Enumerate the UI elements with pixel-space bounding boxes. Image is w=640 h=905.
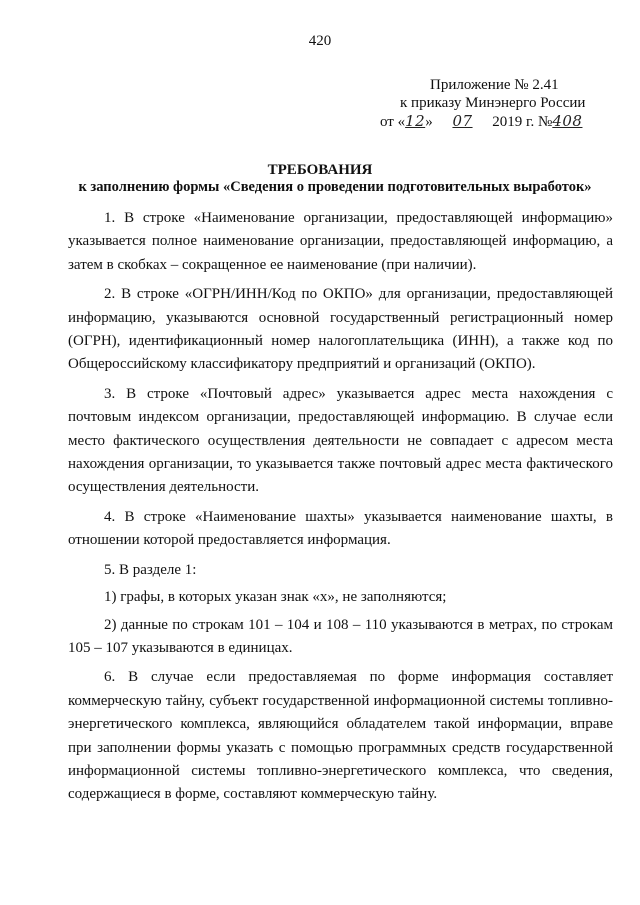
paragraph-4: 4. В строке «Наименование шахты» указывается наименование шахты, в отношении которой предоставляется информация. — [68, 508, 613, 549]
document-subtitle: к заполнению формы «Сведения о проведении подготовительных выработок» — [78, 179, 592, 195]
annex-block — [380, 76, 620, 131]
annex-date-prefix: от « — [380, 114, 406, 130]
annex-order-date — [380, 112, 620, 131]
annex-date-year: 2019 г. № — [488, 114, 553, 130]
paragraph-6: 6. В случае если предоставляемая по форме информация составляет коммерческую тайну, субъект государственной информационной системы топливно-энергетического комплекса, являющийся обладателем такой информации, вправе при заполнении формы указать с помощью программных средств государственной информационной системы топливно-энергетического комплекса, что сведения, содержащиеся в форме, составляют коммерческую тайну. — [68, 669, 613, 803]
paragraph-5: 5. В разделе 1: — [104, 561, 197, 578]
paragraph-5-item-2: 2) данные по строкам 101 – 104 и 108 – 110 указываются в метрах, по строкам 105 – 107 указываются в единицах. — [68, 616, 613, 656]
annex-title: Приложение № 2.41 — [430, 77, 559, 93]
annex-order-ref: к приказу Минэнерго России — [400, 95, 586, 111]
requirements-body — [68, 207, 613, 813]
annex-order-number: 408 — [552, 112, 583, 130]
paragraph-2: 2. В строке «ОГРН/ИНН/Код по ОКПО» для организации, предоставляющей информацию, указываются основной государственный регистрационный номер (ОГРН), идентификационный номер налогоплательщика (ИНН), а также код по Общероссийскому классификатору предприятий и организаций (ОКПО). — [68, 286, 613, 373]
paragraph-3: 3. В строке «Почтовый адрес» указывается адрес места нахождения с почтовым индексом организации, предоставляющей информацию. В случае если место фактического осуществления деятельности не совпадает с адресом места нахождения организации, то указывается также почтовый адрес места фактического осуществления деятельности. — [68, 385, 613, 496]
document-title: ТРЕБОВАНИЯ — [267, 162, 373, 178]
annex-date-month: 07 — [452, 112, 473, 130]
page-number: 420 — [308, 33, 332, 49]
paragraph-1: 1. В строке «Наименование организации, предоставляющей информацию» указывается полное наименование организации, предоставляющей информацию, а затем в скобках – сокращенное ее наименование (при наличии). — [68, 210, 613, 273]
annex-date-day: 12 — [405, 112, 426, 130]
annex-date-mid: » — [425, 114, 437, 130]
paragraph-5-item-1: 1) графы, в которых указан знак «х», не заполняются; — [104, 589, 447, 606]
